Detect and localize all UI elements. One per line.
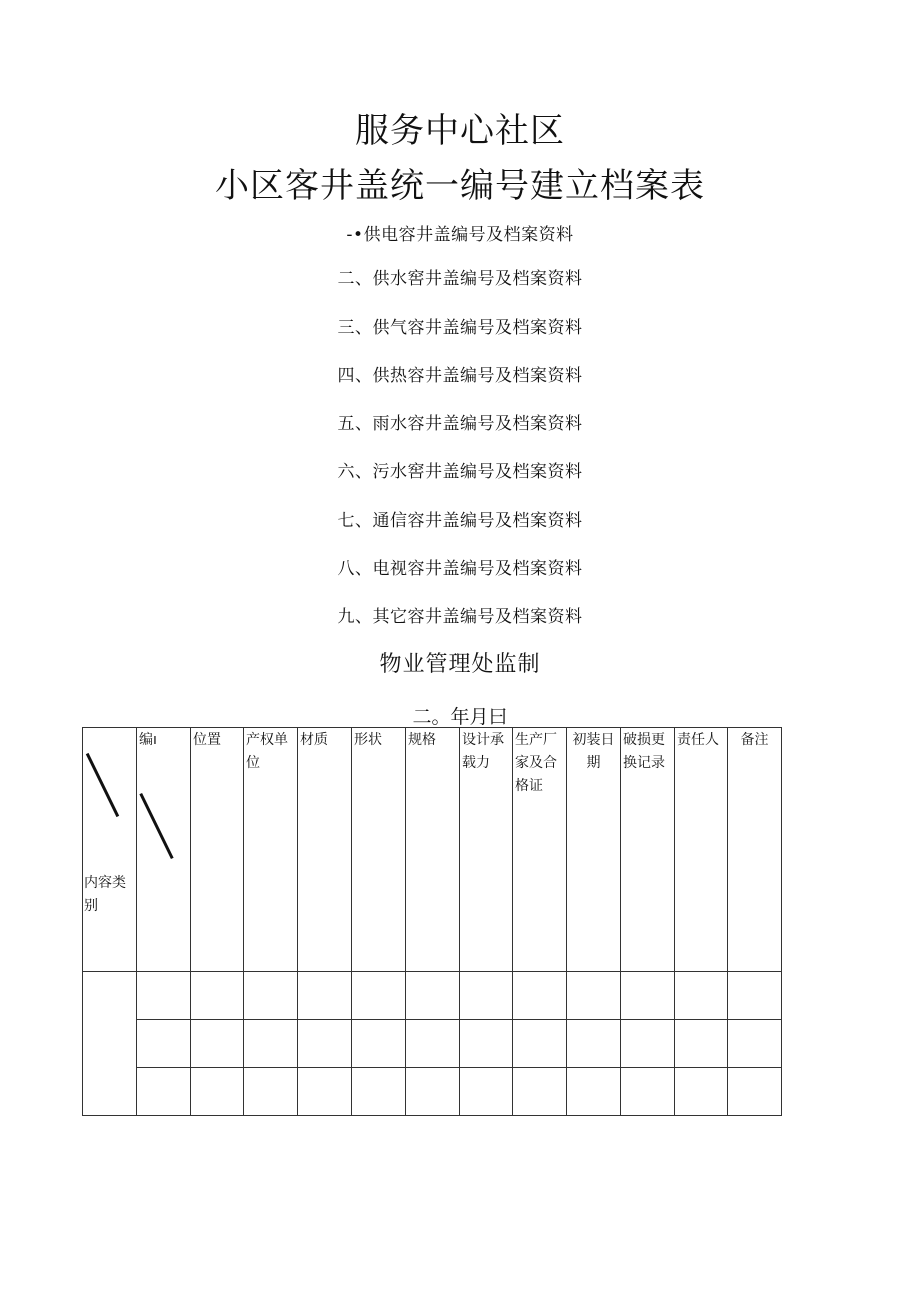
header-cell bbox=[728, 728, 782, 972]
category-header: 内容类别 bbox=[84, 875, 126, 914]
header-label: 规格 bbox=[408, 732, 436, 748]
diagonal-mark bbox=[86, 753, 119, 817]
header-label: 材质 bbox=[300, 732, 328, 748]
table-row bbox=[83, 1068, 782, 1116]
header-label: 责任人 bbox=[677, 732, 719, 748]
table-cell[interactable] bbox=[675, 1020, 728, 1068]
header-label: 产权单位 bbox=[246, 732, 288, 771]
header-label: 形状 bbox=[354, 732, 382, 748]
table-cell[interactable] bbox=[191, 1068, 244, 1116]
header-cell bbox=[513, 728, 567, 972]
section-item: 四、供热容井盖编号及档案资料 bbox=[337, 366, 583, 386]
header-cell bbox=[191, 728, 244, 972]
table-cell[interactable] bbox=[460, 1068, 513, 1116]
table-cell[interactable] bbox=[513, 972, 567, 1020]
header-cell bbox=[621, 728, 675, 972]
header-label: 设计承载力 bbox=[462, 732, 504, 771]
header-cell bbox=[460, 728, 513, 972]
header-cell bbox=[244, 728, 298, 972]
category-header-cell bbox=[83, 728, 137, 972]
diagonal-mark bbox=[139, 793, 173, 859]
header-cell bbox=[298, 728, 352, 972]
table-cell[interactable] bbox=[191, 972, 244, 1020]
table-cell[interactable] bbox=[675, 972, 728, 1020]
table-cell[interactable] bbox=[137, 1020, 191, 1068]
page-title: 服务中心社区 bbox=[355, 111, 565, 151]
table-row bbox=[83, 972, 782, 1020]
table-cell[interactable] bbox=[567, 1020, 621, 1068]
table-cell[interactable] bbox=[244, 1068, 298, 1116]
table-cell[interactable] bbox=[244, 972, 298, 1020]
table-cell[interactable] bbox=[406, 1020, 460, 1068]
table-cell[interactable] bbox=[513, 1020, 567, 1068]
table-cell[interactable] bbox=[513, 1068, 567, 1116]
table-cell[interactable] bbox=[621, 1068, 675, 1116]
section-item: 九、其它容井盖编号及档案资料 bbox=[337, 607, 583, 627]
table-cell[interactable] bbox=[406, 972, 460, 1020]
section-item: -•供电容井盖编号及档案资料 bbox=[346, 225, 574, 245]
table-cell[interactable] bbox=[567, 1068, 621, 1116]
table-row bbox=[83, 1020, 782, 1068]
table-cell[interactable] bbox=[137, 1068, 191, 1116]
table-cell[interactable] bbox=[137, 972, 191, 1020]
table-cell[interactable] bbox=[460, 1020, 513, 1068]
table-cell[interactable] bbox=[675, 1068, 728, 1116]
header-label: 初装日期 bbox=[572, 732, 615, 771]
section-item: 六、污水窖井盖编号及档案资料 bbox=[337, 462, 583, 482]
table-cell[interactable] bbox=[352, 1068, 406, 1116]
header-cell bbox=[675, 728, 728, 972]
table-cell[interactable] bbox=[621, 972, 675, 1020]
table-cell[interactable] bbox=[298, 1068, 352, 1116]
table-cell[interactable] bbox=[728, 972, 782, 1020]
table-header-row bbox=[83, 728, 782, 972]
table-cell[interactable] bbox=[460, 972, 513, 1020]
archive-table bbox=[82, 727, 782, 1116]
section-item: 五、雨水容井盖编号及档案资料 bbox=[337, 414, 583, 434]
header-label: 编ı bbox=[139, 732, 157, 748]
table-cell[interactable] bbox=[352, 1020, 406, 1068]
table-cell[interactable] bbox=[406, 1068, 460, 1116]
page-subtitle: 小区客井盖统一编号建立档案表 bbox=[215, 166, 705, 206]
section-item: 三、供气容井盖编号及档案资料 bbox=[337, 318, 583, 338]
table-cell[interactable] bbox=[352, 972, 406, 1020]
table-cell[interactable] bbox=[728, 1068, 782, 1116]
table-cell[interactable] bbox=[298, 1020, 352, 1068]
header-label: 生产厂家及合格证 bbox=[515, 732, 557, 794]
date-line: 二。年月曰 bbox=[412, 706, 508, 728]
header-cell bbox=[567, 728, 621, 972]
header-label: 破损更换记录 bbox=[623, 732, 665, 771]
section-item: 七、通信容井盖编号及档案资料 bbox=[337, 511, 583, 531]
header-label: 备注 bbox=[740, 732, 769, 748]
header-cell bbox=[352, 728, 406, 972]
header-cell bbox=[406, 728, 460, 972]
category-cell[interactable] bbox=[83, 972, 137, 1116]
table-cell[interactable] bbox=[567, 972, 621, 1020]
header-label: 位置 bbox=[193, 732, 221, 748]
table-cell[interactable] bbox=[298, 972, 352, 1020]
section-item: 二、供水窖井盖编号及档案资料 bbox=[337, 269, 583, 289]
table-cell[interactable] bbox=[621, 1020, 675, 1068]
table-cell[interactable] bbox=[191, 1020, 244, 1068]
table-cell[interactable] bbox=[244, 1020, 298, 1068]
section-item: 八、电视容井盖编号及档案资料 bbox=[337, 559, 583, 579]
issuer-label: 物业管理处监制 bbox=[379, 652, 541, 677]
header-cell bbox=[137, 728, 191, 972]
table-cell[interactable] bbox=[728, 1020, 782, 1068]
